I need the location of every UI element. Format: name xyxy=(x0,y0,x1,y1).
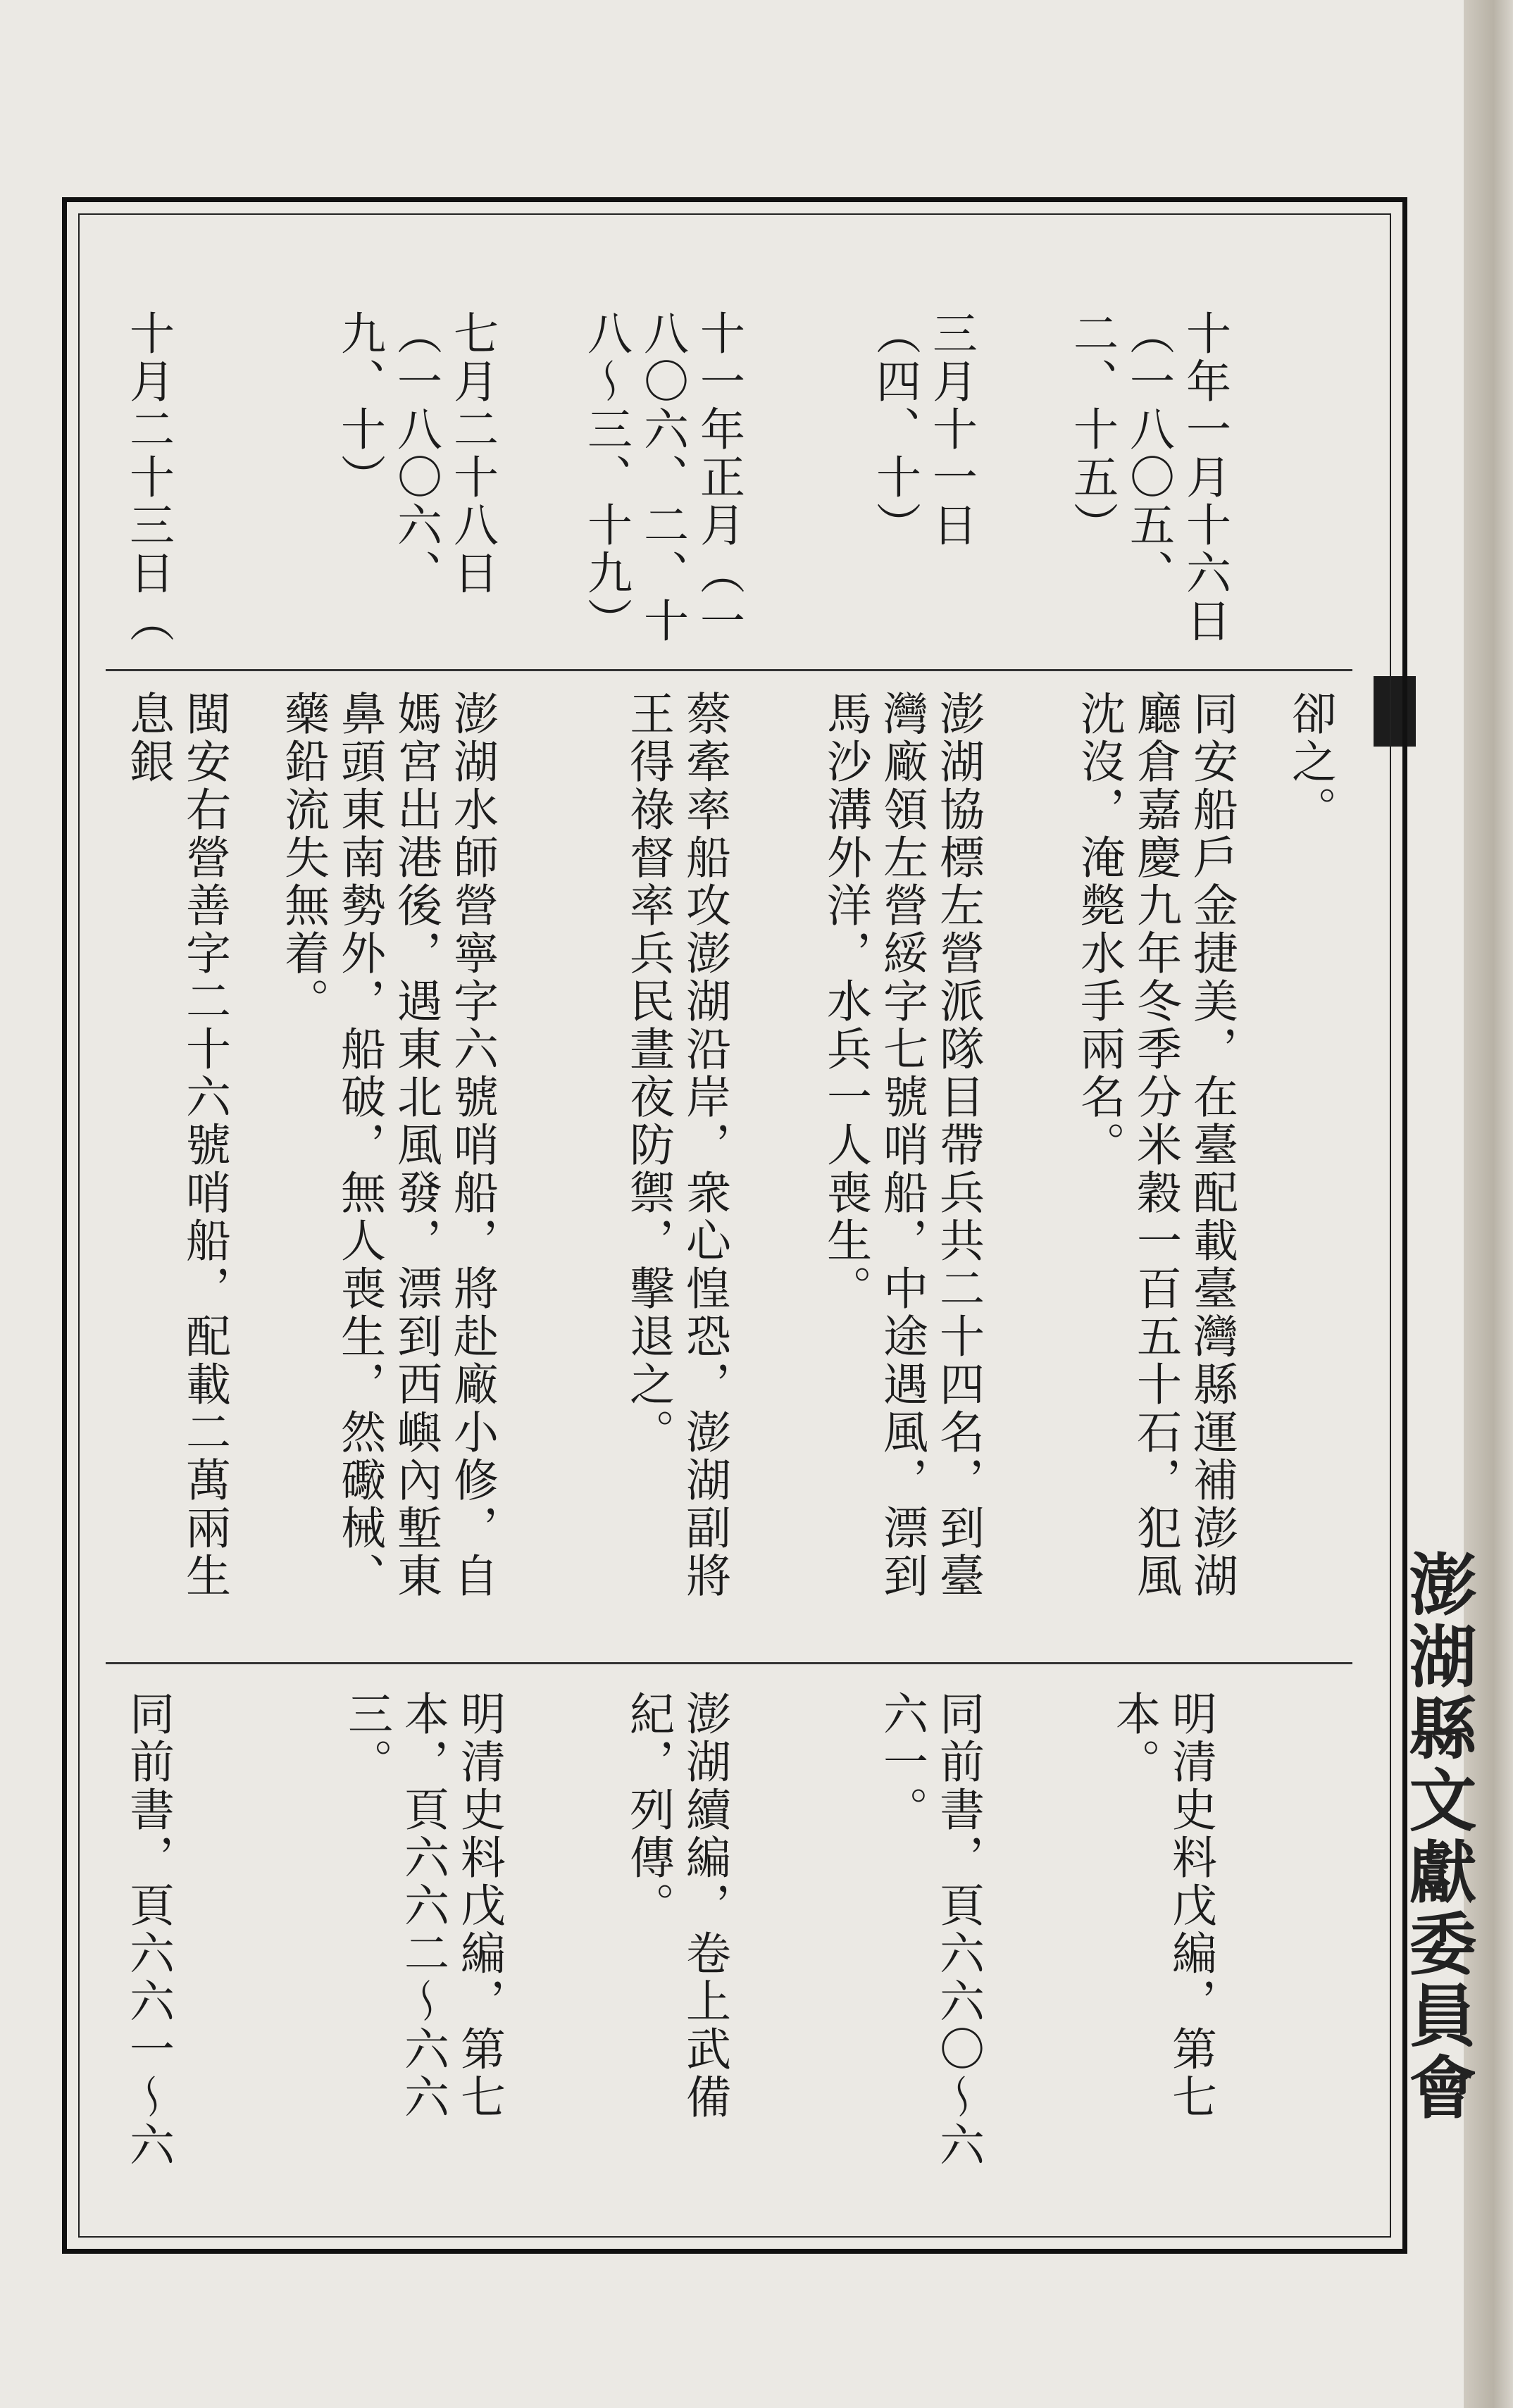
entry-4-date: 七月二十八日（一八〇六、九、十） xyxy=(333,310,498,597)
entry-2-text: 澎湖協標左營派隊目帶兵共二十四名，到臺灣廠領左營綏字七號哨船，中途遇風，漂到馬沙溝外洋，水兵一人喪生。 xyxy=(819,690,984,1600)
entry-4-text: 澎湖水師營寧字六號哨船，將赴廠小修，自媽宮出港後，遇東北風發，漂到西嶼內塹東鼻頭東南勢外，船破，無人喪生，然礮械、藥鉛流失無着。 xyxy=(277,690,498,1600)
entry-3-source: 澎湖續編，卷上武備紀，列傳。 xyxy=(622,1690,730,2121)
entry-1-source: 明清史料戊編，第七本。 xyxy=(1108,1690,1216,2121)
entry-5-text: 閩安右營善字二十六號哨船，配載二萬兩生息銀 xyxy=(122,690,230,1600)
entry-4-source: 明清史料戊編，第七本，頁六六二～六六三。 xyxy=(340,1690,505,2121)
entry-5-source: 同前書，頁六六一～六 xyxy=(122,1690,174,2169)
entry-2-date: 三月十一日（四、十） xyxy=(868,310,977,549)
entry-2-source: 同前書，頁六六〇～六六一。 xyxy=(876,1690,984,2169)
entry-3-date: 十一年正月（一八〇六、二、十八～三、十九） xyxy=(580,310,745,645)
entry-3-text: 蔡牽率船攻澎湖沿岸，衆心惶恐，澎湖副將王得祿督率兵民晝夜防禦，擊退之。 xyxy=(622,690,730,1600)
entry-5-date: 十月二十三日（ xyxy=(122,310,174,645)
entry-1-date: 十年一月十六日（一八〇五、二、十五） xyxy=(1066,310,1231,645)
divider-date-text xyxy=(106,669,1352,671)
publisher-title: 澎湖縣文獻委員會 xyxy=(1398,1549,1478,2124)
divider-text-source xyxy=(106,1662,1352,1664)
entry-1-text: 同安船戶金捷美，在臺配載臺灣縣運補澎湖廳倉嘉慶九年冬季分米穀一百五十石，犯風沈沒，淹斃水手兩名。 xyxy=(1073,690,1238,1600)
entry-0-text: 卻之。 xyxy=(1284,690,1336,834)
